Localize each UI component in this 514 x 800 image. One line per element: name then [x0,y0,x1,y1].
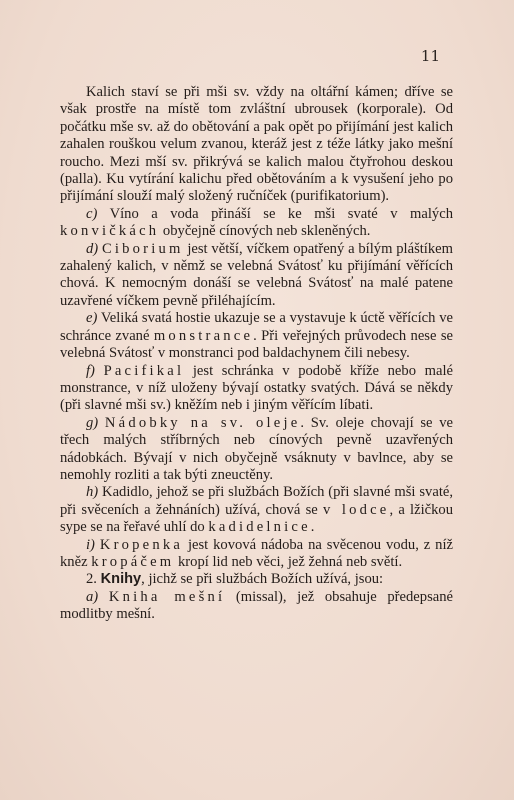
term-kropac: kropáčem [91,553,175,570]
item-e-monstrance [60,310,453,362]
item-g-marker: g) [86,414,99,431]
item-d-tail: jest větší, víčkem opatřený a bílým pláštíkem zahalený kalich, v němž se velebná Svátosť ku přijímání věřících chová. K nemocným donáší se velebná Svátosť na malé patene uzavřené víčkem pevně přiléhajícím. [60,240,453,309]
item-i-tail: kropí lid neb věci, jež žehná neb světí. [174,553,403,570]
item-e-marker: e) [86,310,98,327]
item-h-marker: h) [86,484,99,501]
item-i-holy-water [60,537,453,572]
item-f-pacifikal [60,363,453,415]
item-e-tail: . Při veřejných průvodech nese se velebná Svátosť v monstranci pod baldachynem čili nebesy. [60,327,453,362]
item-f-tail: jest schránka v podobě kříže nebo malé monstrance, v níž uloženy bývají ostatky svatých. Dává se někdy (při slavné mši sv.) kněžím neb i jiným věřícím líbati. [60,362,453,414]
item-h-tail: . [310,519,315,536]
item-a-missal [60,589,453,624]
section-2-tail: , jichž se při službách Božích užívá, jsou: [141,571,384,588]
term-pacifikal: Pacifikal [103,362,185,379]
term-lodka: v lodce [322,501,390,518]
section-2-books [60,571,453,588]
term-ciborium: Ciborium [101,240,184,257]
item-d-ciborium [60,241,453,311]
item-f-marker: f) [86,362,95,379]
item-h-text: Kadidlo, jehož se při službách Božích (při slavné mši svaté, při svěceních a žehnáních) užívá, chová se [60,484,453,518]
item-c-marker: c) [86,205,98,222]
item-h-mid: , a lžičkou sype se na řeřavé uhlí do [60,501,453,536]
term-kniha-mesni: Kniha mešní [108,588,226,605]
page-number: 11 [420,47,440,65]
item-d-marker: d) [86,240,99,257]
item-a-tail: (missal), jež obsahuje předepsané modlitby mešní. [60,588,454,623]
paragraph-chalice: Kalich staví se při mši sv. vždy na oltářní kámen; dříve se však prostře na místě tom zvláštní ubrousek (korporale). Od počátku mše sv. až do obětování a pak opět po přijímání jest kalich zahalen rouškou velum zvanou, kteráž jest z téže látky jako mešní roucho. Mezi mší sv. přikrývá se kalich malou čtyřrohou deskou (palla). Ku vytírání kalichu před obětováním a k vysušení jeho po přijímání slouží malý složený ručníček (purifikatorium). [60,84,453,205]
item-e-text: Veliká svatá hostie ukazuje se a vystavuje k úctě věřících ve schránce zvané [60,310,453,344]
body-text [60,84,453,624]
item-i-text: jest kovová nádoba na svěcenou vodu, z níž kněz [60,536,453,570]
term-monstrance: monstrance [153,327,254,344]
item-c-text: Víno a voda přináší se ke mši svaté v malých [97,205,453,222]
term-nadobky: Nádobky na sv. oleje [104,414,301,431]
item-c-cruets [60,206,453,241]
item-a-marker: a) [86,588,99,605]
item-c-tail: obyčejně cínových neb skleněných. [159,223,371,240]
item-h-incense [60,484,453,536]
term-kropenka: Kropenka [99,536,184,553]
section-2-number: 2. [86,571,97,588]
item-g-tail: . Sv. oleje chovají se ve třech malých stříbrných neb cínových pevně uzavřených nádobkách. Bývají v nich obyčejně vsáknuty v bavlnce, aby se nemohly rozliti a tak býti zneuctěny. [60,414,453,483]
item-i-marker: i) [86,536,95,553]
term-kadidelnice: kadidelnice [208,519,311,536]
section-2-heading: Knihy [100,571,142,588]
item-g-oil-vessels [60,415,453,485]
term-konvicky: konvičkách [60,223,160,240]
